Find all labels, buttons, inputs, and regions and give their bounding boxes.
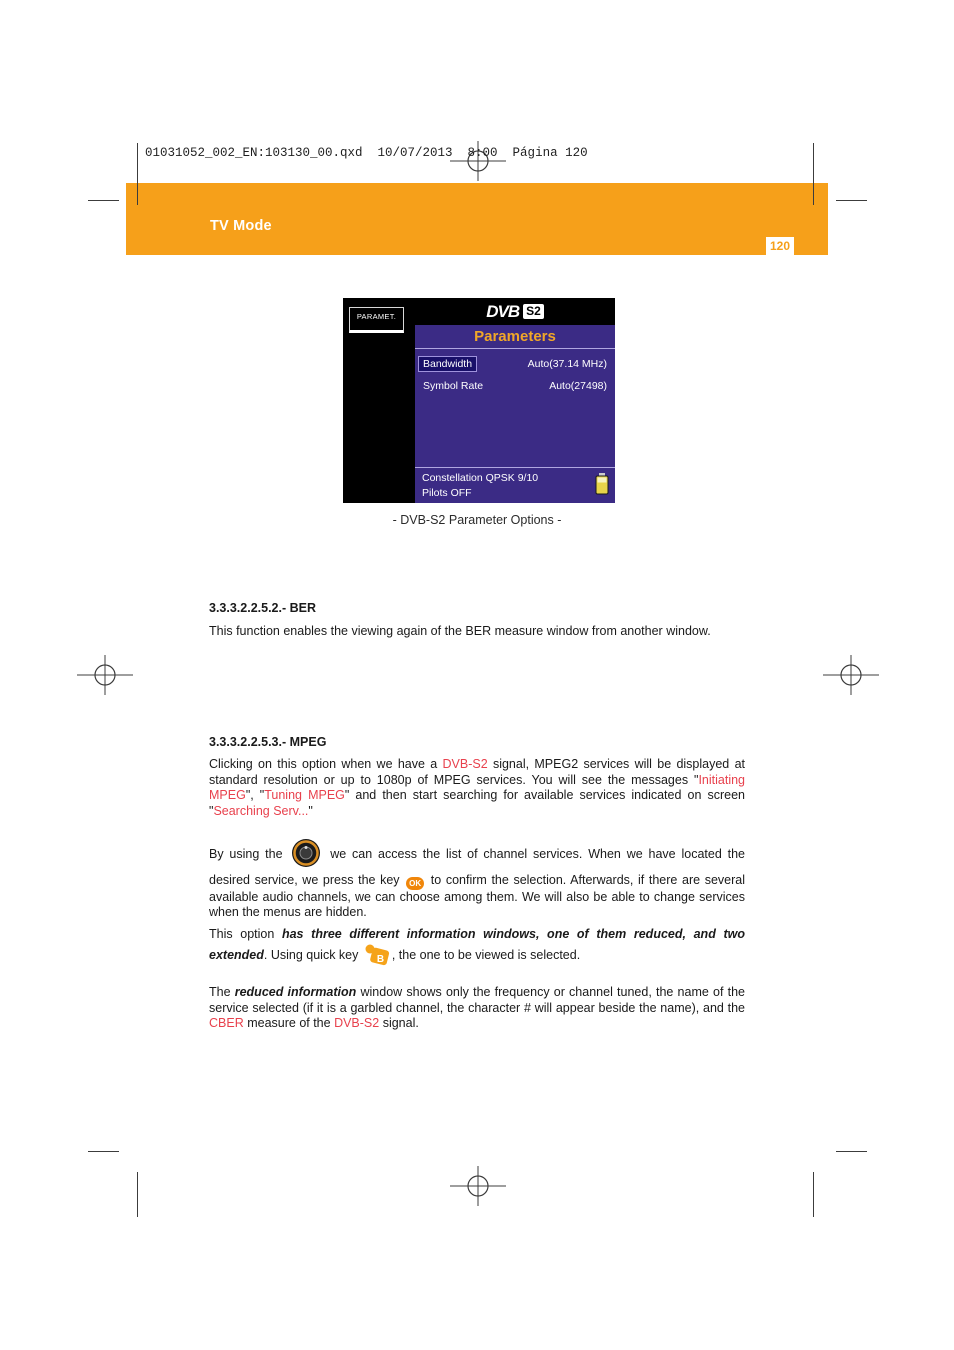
crop-mark-top-left-vertical	[137, 143, 138, 205]
section-heading-mpeg: 3.3.3.2.2.5.3.- MPEG	[209, 735, 327, 749]
row-label: Symbol Rate	[423, 380, 484, 392]
text-fragment: This option	[209, 927, 282, 941]
screen-title-divider	[415, 348, 615, 349]
row-value: Auto(27498)	[549, 380, 607, 392]
emphasis-fragment: has three different information windows, one of them reduced, and two extended	[209, 927, 745, 962]
quick-key-b-label: B	[376, 953, 384, 965]
screen-sidebar	[343, 298, 415, 503]
section-heading-ber: 3.3.3.2.2.5.2.- BER	[209, 601, 317, 615]
message-searching-serv: Searching Serv...	[213, 803, 309, 818]
page-number-badge: 120	[766, 237, 794, 255]
s2-logo-badge: S2	[523, 304, 544, 319]
screen-footer	[415, 467, 615, 503]
text-fragment: "	[308, 803, 313, 818]
crop-mark-bottom-left-vertical	[137, 1172, 138, 1217]
emphasis-reduced-information: reduced information	[234, 985, 357, 999]
crop-mark-bottom-right-horizontal	[836, 1151, 867, 1152]
tv-mode-band	[126, 183, 828, 255]
screen-footer-line1: Constellation QPSK 9/10	[422, 472, 539, 484]
paragraph-mpeg-3	[209, 927, 745, 971]
text-fragment: to confirm the selection. Afterwards, if there are several available audio channels, we can choose among them. We will also be able to change services when the menus are hidden.	[209, 872, 745, 919]
message-initiating-mpeg: Initiating MPEG	[209, 772, 745, 802]
crop-mark-bottom-right-vertical	[813, 1172, 814, 1217]
figure-caption: - DVB-S2 Parameter Options -	[392, 513, 562, 527]
screen-capture	[343, 298, 615, 503]
link-dvb-s2: DVB-S2	[334, 1016, 380, 1030]
crop-mark-top-right-vertical	[813, 143, 814, 205]
parameter-tab-label: PARAMET.	[349, 307, 404, 333]
registration-mark-left-middle	[77, 655, 133, 700]
crop-mark-bottom-left-horizontal	[88, 1151, 119, 1152]
ok-key-icon	[406, 877, 424, 890]
rotary-knob-icon	[291, 838, 321, 873]
text-fragment: . Using quick key	[263, 947, 362, 962]
paragraph-ber: This function enables the viewing again of the BER measure window from another window.	[209, 624, 711, 638]
crop-mark-top-right-horizontal	[836, 200, 867, 201]
dvb-s2-logo	[415, 298, 615, 325]
ok-key-label: OK	[409, 878, 422, 888]
battery-icon	[595, 473, 609, 500]
quick-key-b-icon	[364, 943, 390, 972]
row-value: Auto(37.14 MHz)	[527, 358, 607, 370]
screen-main-area	[415, 298, 615, 503]
text-fragment: signal, MPEG2 services will be displayed at standard resolution or up to 1080p of MPEG services. You will see the messages "	[209, 757, 745, 787]
screen-title: Parameters	[474, 328, 556, 345]
paragraph-mpeg-4	[209, 985, 745, 1032]
registration-mark-right-middle	[823, 655, 879, 700]
doc-header-line: 01031052_002_EN:103130_00.qxd 10/07/2013 8:00 Página 120	[145, 146, 588, 160]
text-fragment: " and then start searching for available services indicated on screen "	[209, 788, 745, 818]
text-fragment: , the one to be viewed is selected.	[391, 947, 581, 962]
text-fragment: By using the	[209, 847, 289, 861]
row-label: Bandwidth	[419, 357, 476, 371]
text-fragment: signal.	[379, 1016, 419, 1030]
message-tuning-mpeg: Tuning MPEG	[264, 788, 345, 802]
parameter-row-symbol-rate	[423, 380, 607, 392]
paragraph-mpeg-2	[209, 838, 745, 921]
text-fragment: measure of the	[243, 1016, 335, 1030]
text-fragment: ", "	[245, 788, 265, 802]
registration-mark-bottom-center	[450, 1166, 506, 1211]
text-fragment: Clicking on this option when we have a	[209, 757, 443, 771]
link-cber: CBER	[209, 1016, 244, 1030]
screen-footer-line2: Pilots OFF	[422, 486, 472, 499]
text-fragment: window shows only the frequency or channel tuned, the name of the service selected (if it is a garbled channel, the character # will appear beside the name), and the	[209, 985, 745, 1015]
text-fragment: we can access the list of channel services. When we have located the desired service, we press the key	[209, 847, 746, 887]
band-title: TV Mode	[210, 218, 272, 234]
crop-mark-top-left-horizontal	[88, 200, 119, 201]
parameter-row-bandwidth	[423, 358, 607, 370]
paragraph-mpeg-1	[209, 757, 745, 819]
dvb-logo-text: DVB	[486, 301, 520, 321]
text-fragment: The	[209, 985, 235, 999]
link-dvb-s2: DVB-S2	[442, 757, 488, 771]
